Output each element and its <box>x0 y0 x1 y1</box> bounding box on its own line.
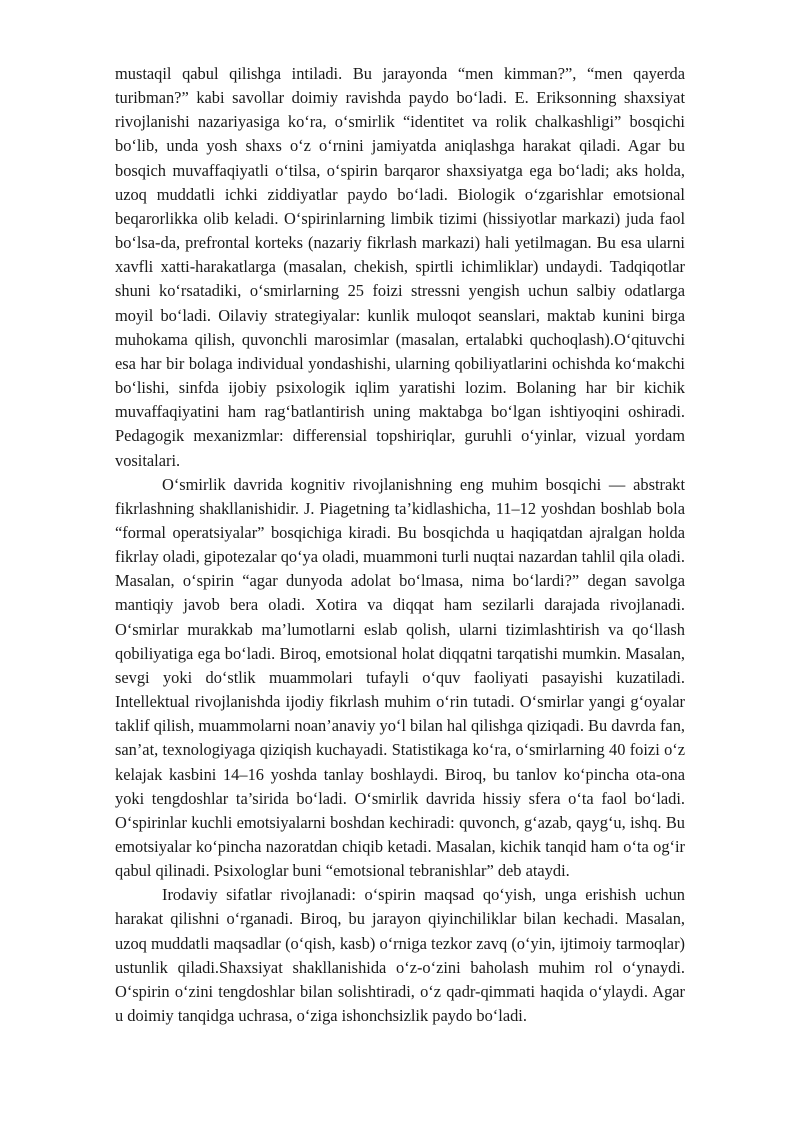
paragraph-3: Irodaviy sifatlar rivojlanadi: o‘spirin maqsad qo‘yish, unga erishish uchun harakat qilishni o‘rganadi. Biroq, bu jarayon qiyinchiliklar bilan kechadi. Masalan, uzoq muddatli maqsadlar (o‘qish, kasb) o‘rniga tezkor zavq (o‘yin, ijtimoiy tarmoqlar) ustunlik qiladi.Shaxsiyat shakllanishida o‘z-o‘zini baholash muhim rol o‘ynaydi. O‘spirin o‘zini tengdoshlar bilan solishtiradi, o‘z qadr-qimmati haqida o‘ylaydi. Agar u doimiy tanqidga uchrasa, o‘ziga ishonchsizlik paydo bo‘ladi. <box>115 885 685 1026</box>
paragraph-2: O‘smirlik davrida kognitiv rivojlanishning eng muhim bosqichi — abstrakt fikrlashning shakllanishidir. J. Piagetning ta’kidlashicha, 11–12 yoshdan boshlab bola “formal operatsiyalar” bosqichiga kiradi. Bu bosqichda u haqiqatdan ajralgan holda fikrlay oladi, gipotezalar qo‘ya oladi, muammoni turli nuqtai nazardan tahlil qila oladi. Masalan, o‘spirin “agar dunyoda adolat bo‘lmasa, nima bo‘lardi?” degan savolga mantiqiy javob bera oladi. Xotira va diqqat ham sezilarli darajada rivojlanadi. O‘smirlar murakkab ma’lumotlarni eslab qolish, ularni tizimlashtirish va qo‘llash qobiliyatiga ega bo‘ladi. Biroq, emotsional holat diqqatni tarqatishi mumkin. Masalan, sevgi yoki do‘stlik muammolari tufayli o‘quv faoliyati pasayishi kuzatiladi. Intellektual rivojlanishda ijodiy fikrlash muhim o‘rin tutadi. O‘smirlar yangi g‘oyalar taklif qilish, muammolarni noan’anaviy yo‘l bilan hal qilishga qiziqadi. Bu davrda fan, san’at, texnologiyaga qiziqish kuchayadi. Statistikaga ko‘ra, o‘smirlarning 40 foizi o‘z kelajak kasbini 14–16 yoshda tanlay boshlaydi. Biroq, bu tanlov ko‘pincha ota-ona yoki tengdoshlar ta’sirida bo‘ladi. O‘smirlik davrida hissiy sfera o‘ta faol bo‘ladi. O‘spirinlar kuchli emotsiyalarni boshdan kechiradi: quvonch, g‘azab, qayg‘u, ishq. Bu emotsiyalar ko‘pincha nazoratdan chiqib ketadi. Masalan, kichik tanqid ham o‘ta og‘ir qabul qilinadi. Psixologlar buni “emotsional tebranishlar” deb ataydi. <box>115 474 685 881</box>
document-page <box>115 62 685 1028</box>
paragraph-1: mustaqil qabul qilishga intiladi. Bu jarayonda “men kimman?”, “men qayerda turibman?” kabi savollar doimiy ravishda paydo bo‘ladi. E. Eriksonning shaxsiyat rivojlanishi nazariyasiga ko‘ra, o‘smirlik “identitet va rolik chalkashligi” bosqichi bo‘lib, unda yosh shaxs o‘z o‘rnini jamiyatda aniqlashga harakat qiladi. Agar bu bosqich muvaffaqiyatli o‘tilsa, o‘spirin barqaror shaxsiyatga ega bo‘ladi; aks holda, uzoq muddatli ichki ziddiyatlar paydo bo‘ladi. Biologik o‘zgarishlar emotsional beqarorlikka olib keladi. O‘spirinlarning limbik tizimi (hissiyotlar markazi) juda faol bo‘lsa-da, prefrontal korteks (nazariy fikrlash markazi) hali yetilmagan. Bu esa ularni xavfli xatti-harakatlarga (masalan, chekish, spirtli ichimliklar) undaydi. Tadqiqotlar shuni ko‘rsatadiki, o‘smirlarning 25 foizi stressni yengish uchun salbiy odatlarga moyil bo‘ladi. Oilaviy strategiyalar: kunlik muloqot seanslari, maktab kunini birga muhokama qilish, quvonchli marosimlar (masalan, ertalabki quchoqlash).O‘qituvchi esa har bir bolaga individual yondashishi, ularning qobiliyatlarini ochishda ko‘makchi bo‘lishi, sinfda ijobiy psixologik iqlim yaratishi lozim. Bolaning har bir kichik muvaffaqiyatini ham rag‘batlantirish uning maktabga bo‘lgan ishtiyoqini oshiradi. Pedagogik mexanizmlar: differensial topshiriqlar, guruhli o‘yinlar, vizual yordam vositalari. <box>115 64 685 470</box>
